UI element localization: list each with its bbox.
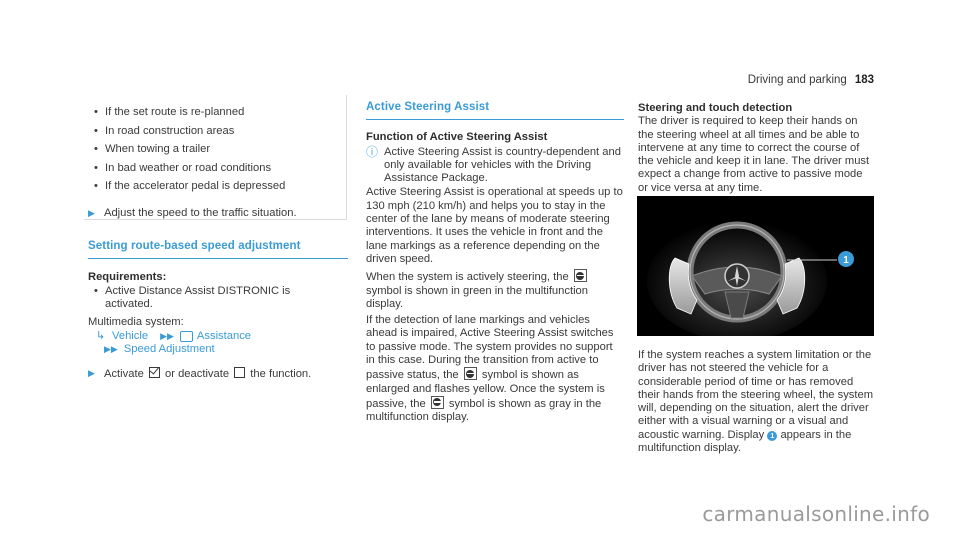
menu-assistance-link[interactable]: Assistance	[196, 329, 252, 342]
page-header	[748, 74, 874, 87]
callout-badge: 1	[767, 431, 777, 441]
double-chevron-icon: ▶▶	[160, 330, 174, 341]
steering-assist-symbol-icon	[431, 396, 444, 409]
info-note: ⓘ Active Steering Assist is country-dependent and only available for vehicles with the Driving Assistance Package.	[366, 144, 621, 185]
requirements-list	[88, 285, 338, 312]
list-item: • When towing a trailer	[88, 143, 348, 156]
action-step: ▶ Adjust the speed to the traffic situation.	[88, 206, 297, 219]
double-chevron-icon: ▶▶	[104, 344, 118, 355]
menu-speed-adjustment-link[interactable]: Speed Adjustment	[123, 343, 215, 356]
column-1-top	[88, 106, 348, 220]
requirements-label: Requirements:	[88, 271, 167, 284]
action-arrow-icon: ▶	[88, 368, 95, 379]
column-2	[366, 101, 624, 425]
paragraph: Active Steering Assist is operational at speeds up to 130 mph (210 km/h) and helps you to stay in the center of the lane by means of moderate steering interventions. It uses the vehicle in front and the lane markings as a reference depending on the driven speed.	[366, 186, 623, 265]
list-item: • Active Distance Assist DISTRONIC is activated.	[88, 285, 338, 312]
steering-assist-symbol-icon	[574, 269, 587, 282]
menu-vehicle-link[interactable]: Vehicle	[112, 329, 149, 342]
paragraph: The driver is required to keep their hands on the steering wheel at all times and be able to intervene at any time to correct the course of the vehicle and keep it in lane. The driver must expect a change from active to passive mode or vice versa at any time.	[638, 115, 870, 194]
action-arrow-icon: ▶	[88, 207, 95, 218]
column-3-top	[638, 102, 874, 195]
action-step: ▶ Activate or deactivate the function.	[88, 368, 312, 381]
menu-path-line-1	[88, 330, 348, 343]
list-item: • If the accelerator pedal is depressed	[88, 180, 348, 193]
section-name: Driving and parking	[747, 74, 847, 86]
checkbox-empty-icon	[234, 367, 245, 378]
subsection-title: Steering and touch detection	[638, 102, 793, 114]
column-3-bottom	[638, 349, 874, 455]
steering-assist-symbol-icon	[464, 367, 477, 380]
paragraph: If the detection of lane markings and vehicles ahead is impaired, Active Steering Assist switches to passive mode. The system provides no support in this case. During the transition from active to passive status, the symbol is shown as enlarged and flashes yellow. Once the system is passive, the symbol is shown as gray in the multifunction display.	[366, 314, 614, 424]
multimedia-label: Multimedia system:	[88, 316, 184, 329]
watermark: carmanualsonline.info	[702, 502, 930, 526]
paragraph: If the system reaches a system limitation or the driver has not steered the vehicle for a considerable period of time or has removed their hands from the steering wheel, the system will, depending on the situation, alert the driver either with a visual warning or a visual and acoustic warning. Display 1 appears in the multifunction display.	[638, 349, 874, 455]
list-item: • In bad weather or road conditions	[88, 162, 348, 175]
section-title: Active Steering Assist	[366, 101, 624, 120]
figure-callout-label: 1	[843, 255, 849, 266]
checkbox-checked-icon	[149, 367, 160, 378]
steering-wheel-illustration	[637, 196, 874, 336]
condition-list	[88, 106, 348, 194]
list-item: • If the set route is re-planned	[88, 106, 348, 119]
assistance-icon	[180, 331, 193, 342]
menu-path-line-2	[88, 343, 348, 356]
subsection-title: Function of Active Steering Assist	[366, 131, 548, 144]
steering-wheel-graphic	[637, 196, 874, 336]
enter-arrow-icon: ↳	[96, 329, 106, 342]
info-icon: ⓘ	[366, 144, 379, 159]
section-title: Setting route-based speed adjustment	[88, 240, 348, 259]
column-1-bottom	[88, 240, 348, 382]
paragraph: When the system is actively steering, the symbol is shown in green in the multifunction display.	[366, 271, 588, 310]
list-item: • In road construction areas	[88, 125, 348, 138]
page-number: 183	[854, 74, 874, 86]
